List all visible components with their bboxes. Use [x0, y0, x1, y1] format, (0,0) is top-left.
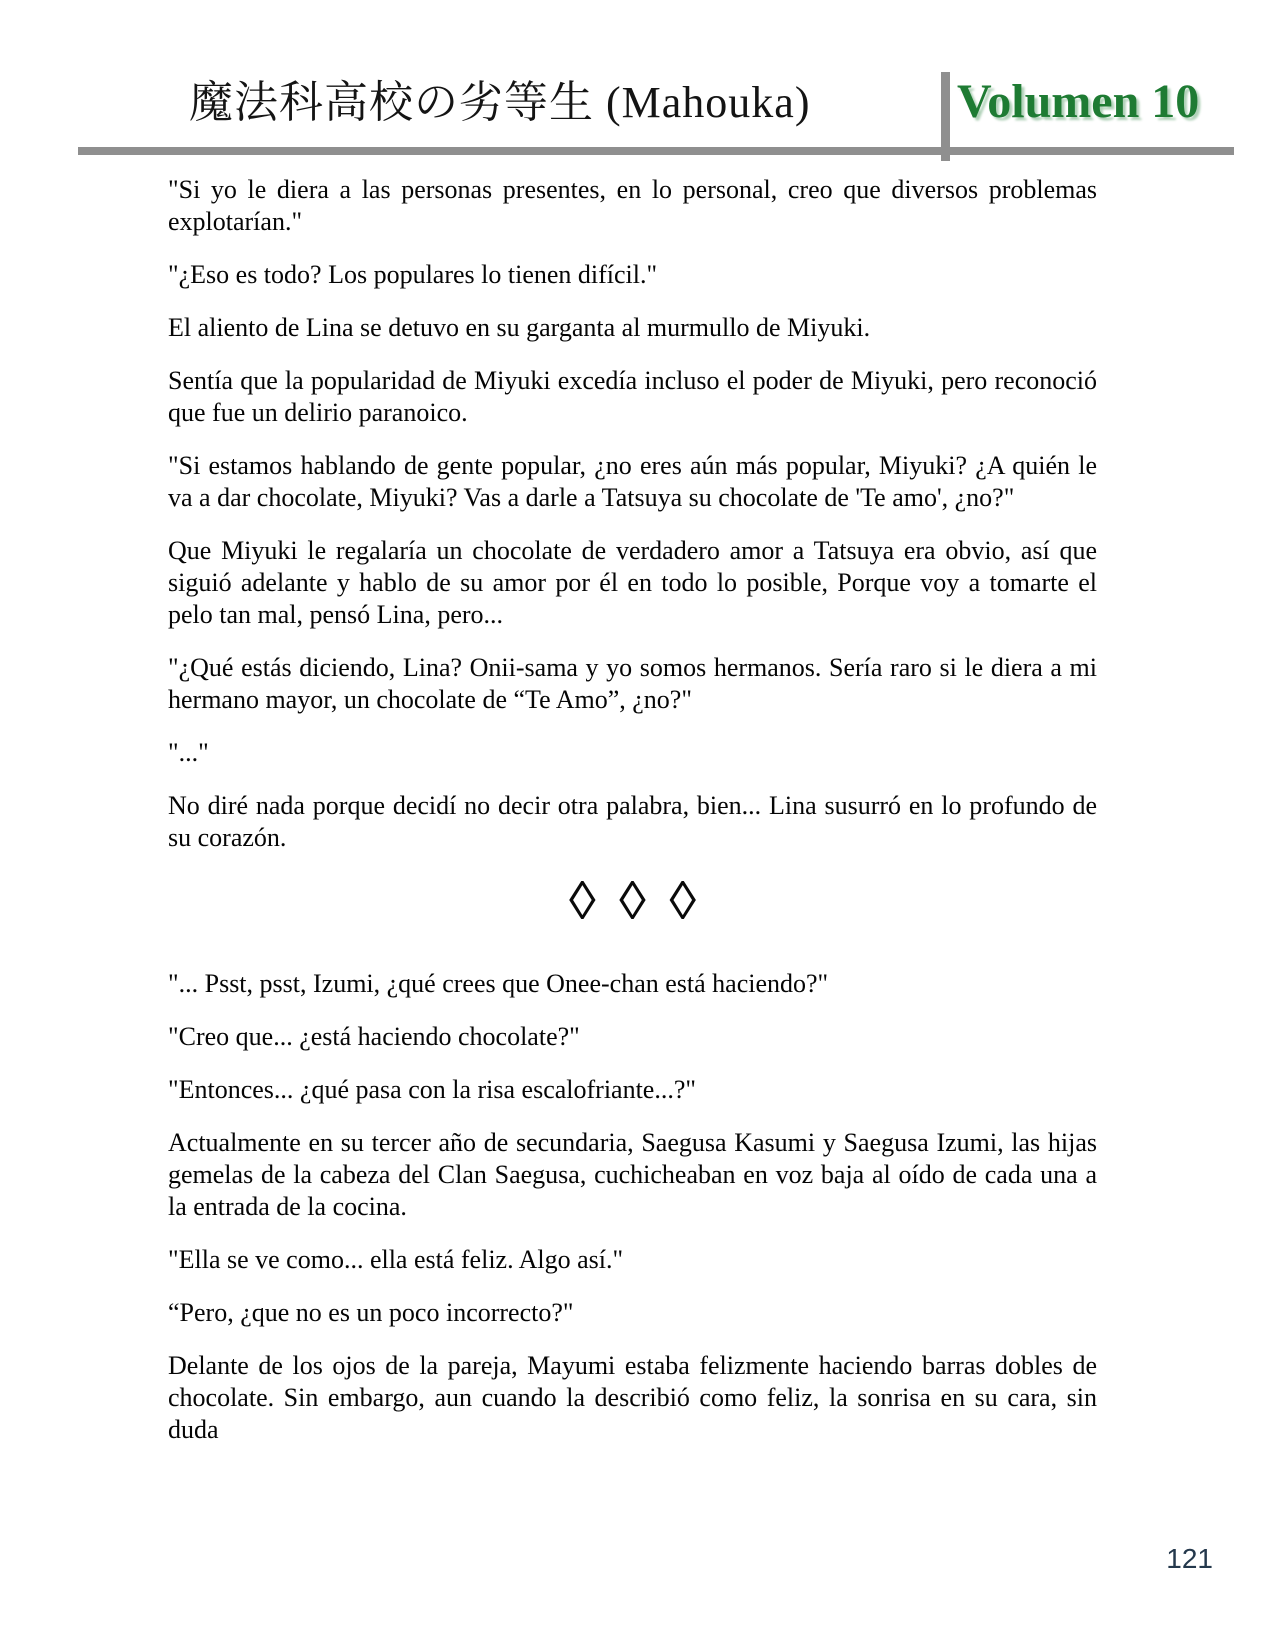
paragraph-8: "..."	[168, 738, 209, 767]
paragraph-4: Sentía que la popularidad de Miyuki excedía incluso el poder de Miyuki, pero reconoció que fue un delirio paranoico.	[168, 366, 1097, 427]
document-title: 魔法科高校の劣等生 (Mahouka)	[189, 78, 811, 127]
paragraph-9: No diré nada porque decidí no decir otra palabra, bien... Lina susurró en lo profundo de su corazón.	[168, 791, 1097, 852]
section-separator: ◊ ◊ ◊	[568, 871, 697, 931]
body-text	[168, 174, 1097, 1467]
page-number: 121	[1166, 1543, 1213, 1574]
paragraph-12: "Creo que... ¿está haciendo chocolate?"	[168, 1022, 580, 1051]
paragraph-1: "Si yo le diera a las personas presentes, en lo personal, creo que diversos problemas explotarían."	[168, 175, 1097, 236]
paragraph-7: "¿Qué estás diciendo, Lina? Onii-sama y yo somos hermanos. Sería raro si le diera a mi hermano mayor, un chocolate de “Te Amo”, ¿no?"	[168, 653, 1097, 714]
paragraph-6: Que Miyuki le regalaría un chocolate de verdadero amor a Tatsuya era obvio, así que siguió adelante y hablo de su amor por él en todo lo posible, Porque voy a tomarte el pelo tan mal, pensó Lina, pero...	[168, 536, 1097, 629]
paragraph-2: "¿Eso es todo? Los populares lo tienen difícil."	[168, 260, 658, 289]
paragraph-3: El aliento de Lina se detuvo en su garganta al murmullo de Miyuki.	[168, 313, 871, 342]
paragraph-14: Actualmente en su tercer año de secundaria, Saegusa Kasumi y Saegusa Izumi, las hijas gemelas de la cabeza del Clan Saegusa, cuchicheaban en voz baja al oído de cada una a la entrada de la cocina.	[168, 1128, 1097, 1221]
paragraph-11: "... Psst, psst, Izumi, ¿qué crees que Onee-chan está haciendo?"	[168, 969, 829, 998]
volume-label: Volumen 10	[957, 75, 1200, 128]
paragraph-16: “Pero, ¿que no es un poco incorrecto?"	[168, 1298, 574, 1327]
header-rule	[78, 147, 1234, 155]
paragraph-5: "Si estamos hablando de gente popular, ¿no eres aún más popular, Miyuki? ¿A quién le va a dar chocolate, Miyuki? Vas a darle a Tatsuya su chocolate de 'Te amo', ¿no?"	[168, 451, 1097, 512]
paragraph-15: "Ella se ve como... ella está feliz. Algo así."	[168, 1245, 624, 1274]
paragraph-17: Delante de los ojos de la pareja, Mayumi estaba felizmente haciendo barras dobles de chocolate. Sin embargo, aun cuando la describió como feliz, la sonrisa en su cara, sin duda	[168, 1351, 1097, 1444]
paragraph-13: "Entonces... ¿qué pasa con la risa escalofriante...?"	[168, 1075, 696, 1104]
